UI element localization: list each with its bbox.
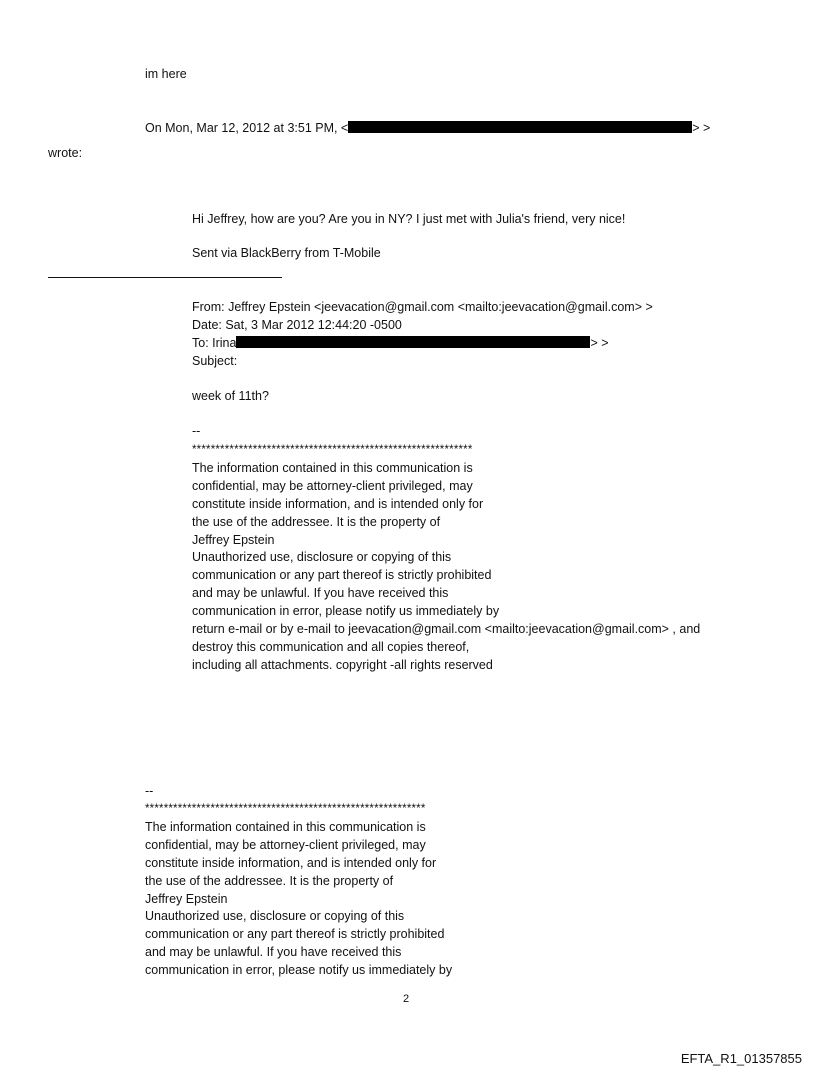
disclaimer-line: communication in error, please notify us immediately by	[145, 963, 453, 978]
redaction-bar	[348, 121, 692, 133]
disclaimer-line: The information contained in this communication is	[192, 461, 473, 475]
header-to-suffix: > >	[590, 336, 609, 350]
inner-disclaimer-text	[192, 460, 700, 675]
disclaimer-line: constitute inside information, and is intended only for	[145, 855, 437, 870]
original-body: week of 11th?	[192, 389, 269, 403]
disclaimer-line: confidential, may be attorney-client privileged, may	[192, 478, 473, 493]
outer-disclaimer-text	[145, 819, 452, 980]
disclaimer-line: confidential, may be attorney-client privileged, may	[145, 837, 426, 852]
page-number: 2	[403, 993, 410, 1005]
reply-text: im here	[145, 67, 187, 81]
header-to-prefix: To: Irina	[192, 336, 237, 350]
separator-line	[48, 277, 282, 278]
header-from: From: Jeffrey Epstein <jeevacation@gmail.com <mailto:jeevacation@gmail.com> >	[192, 300, 653, 314]
outer-disclaimer-stars: ************************************************************	[145, 803, 426, 815]
disclaimer-line: Unauthorized use, disclosure or copying of this	[145, 909, 405, 924]
attribution-wrote: wrote:	[48, 146, 83, 160]
header-to	[192, 335, 609, 352]
reply-attribution	[145, 120, 710, 137]
disclaimer-line: Jeffrey Epstein	[192, 532, 275, 547]
disclaimer-line: The information contained in this communication is	[145, 820, 426, 834]
disclaimer-line: the use of the addressee. It is the property of	[145, 873, 394, 888]
attribution-prefix: On Mon, Mar 12, 2012 at 3:51 PM, <	[145, 121, 349, 135]
disclaimer-line: the use of the addressee. It is the property of	[192, 514, 441, 529]
disclaimer-line: communication or any part thereof is strictly prohibited	[192, 568, 492, 583]
disclaimer-line: destroy this communication and all copies thereof,	[192, 639, 470, 654]
header-subject: Subject:	[192, 354, 238, 368]
disclaimer-line: return e-mail or by e-mail to jeevacation@gmail.com <mailto:jeevacation@gmail.com> , and	[192, 622, 701, 637]
disclaimer-line: Unauthorized use, disclosure or copying of this	[192, 550, 452, 565]
disclaimer-line: communication or any part thereof is strictly prohibited	[145, 927, 445, 942]
disclaimer-line: including all attachments. copyright -all rights reserved	[192, 657, 493, 672]
header-date: Date: Sat, 3 Mar 2012 12:44:20 -0500	[192, 318, 402, 332]
disclaimer-line: constitute inside information, and is intended only for	[192, 496, 484, 511]
bates-number: EFTA_R1_01357855	[680, 1051, 802, 1066]
inner-disclaimer-dashes: --	[192, 424, 201, 438]
disclaimer-line: and may be unlawful. If you have received this	[145, 945, 402, 960]
redaction-bar	[236, 336, 590, 348]
quoted-message-signature: Sent via BlackBerry from T-Mobile	[192, 246, 381, 260]
outer-disclaimer-dashes: --	[145, 784, 154, 798]
attribution-suffix: > >	[692, 121, 711, 135]
quoted-message-body: Hi Jeffrey, how are you? Are you in NY? I just met with Julia's friend, very nice!	[192, 212, 626, 226]
disclaimer-line: and may be unlawful. If you have received this	[192, 586, 449, 601]
inner-disclaimer-stars: ************************************************************	[192, 444, 473, 456]
disclaimer-line: Jeffrey Epstein	[145, 891, 228, 906]
disclaimer-line: communication in error, please notify us immediately by	[192, 604, 500, 619]
